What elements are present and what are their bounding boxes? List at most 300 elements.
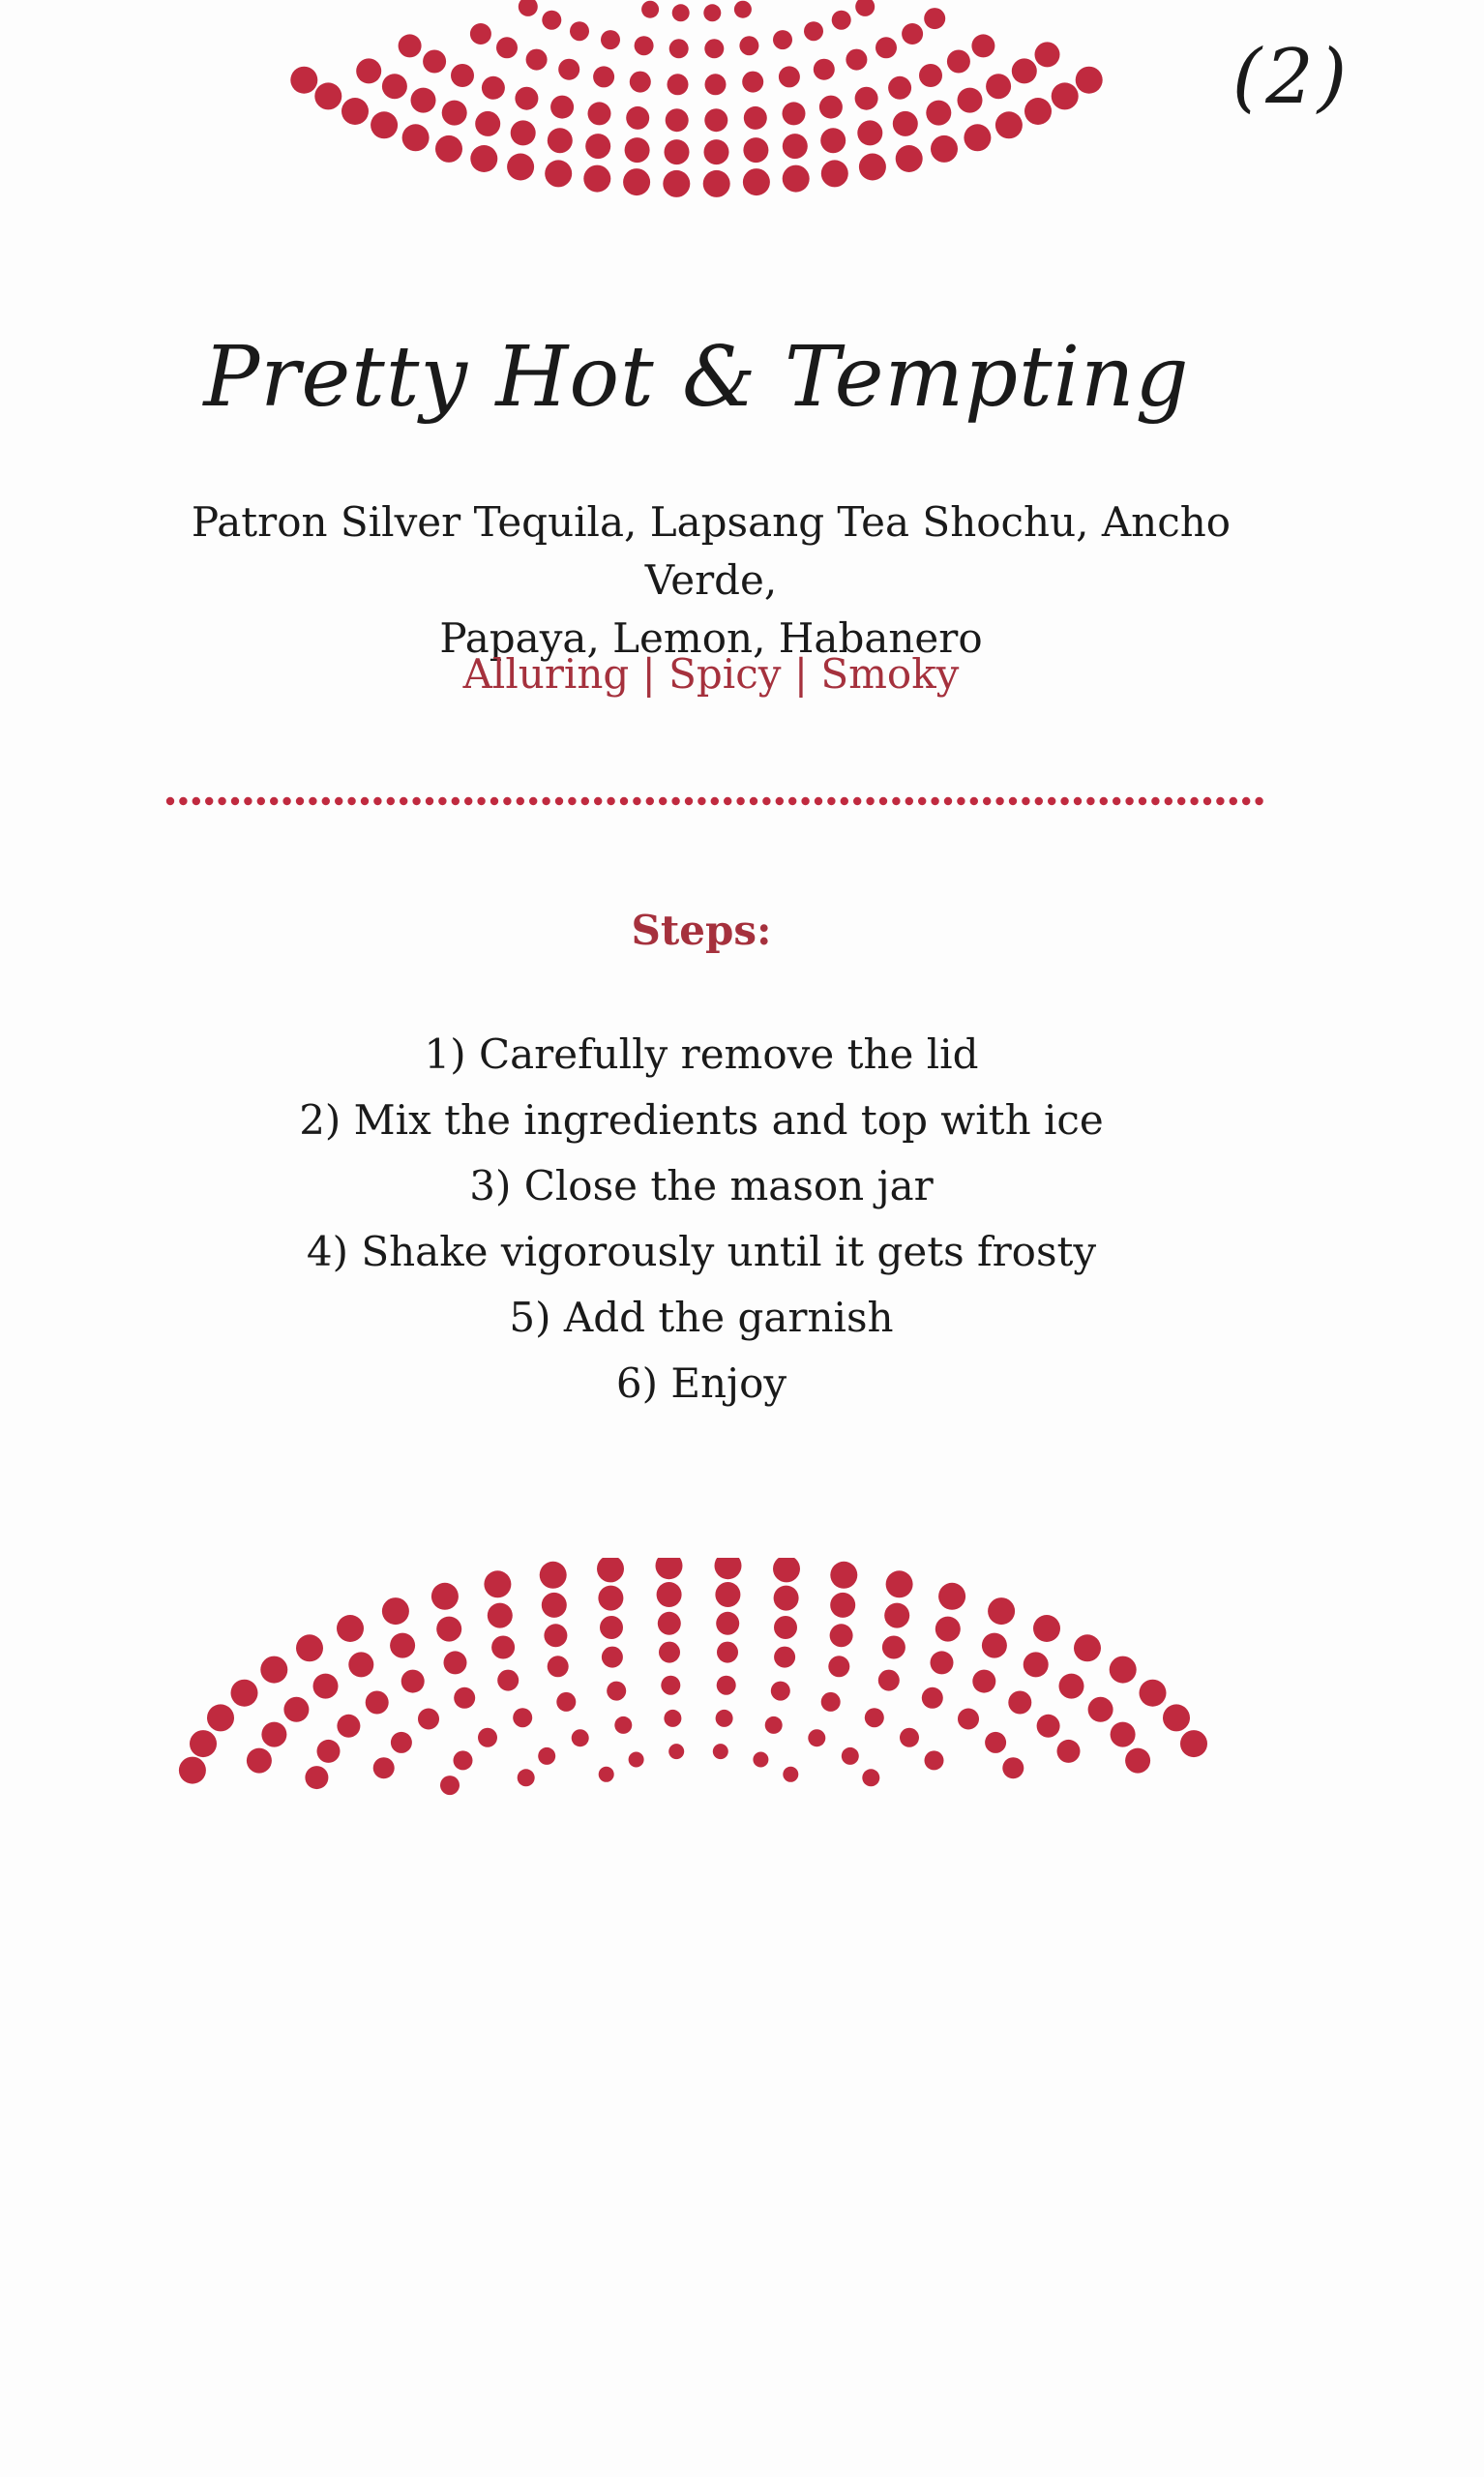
decorative-dot	[1002, 1757, 1024, 1778]
decorative-dot	[716, 1612, 739, 1635]
page-number: (2)	[1232, 34, 1351, 121]
decorative-dot	[542, 797, 549, 805]
decorative-dot	[361, 797, 369, 805]
decorative-dot	[1139, 797, 1146, 805]
decorative-dot	[830, 1624, 853, 1647]
decorative-dot	[659, 797, 667, 805]
decorative-dot	[896, 145, 923, 172]
decorative-dot	[218, 797, 225, 805]
decorative-dot	[703, 170, 730, 197]
decorative-dot	[1059, 1674, 1084, 1699]
decorative-dot	[1125, 797, 1133, 805]
decorative-dot	[853, 797, 861, 805]
step-item: 3) Close the mason jar	[469, 1162, 934, 1209]
decorative-dot	[607, 1682, 626, 1701]
decorative-dot	[771, 1682, 790, 1701]
decorative-dot	[511, 120, 536, 145]
decorative-dot	[542, 11, 561, 30]
decorative-dot	[373, 797, 381, 805]
decorative-dot	[668, 74, 689, 95]
decorative-dot	[886, 1570, 913, 1597]
decorative-dot	[783, 134, 808, 159]
bottom-dot-pattern	[0, 1558, 1484, 1809]
decorative-dot	[841, 797, 848, 805]
decorative-dot	[931, 1651, 954, 1674]
decorative-dot	[602, 1647, 623, 1668]
decorative-dot	[382, 74, 407, 99]
decorative-dot	[742, 72, 763, 93]
decorative-dot	[545, 160, 572, 187]
decorative-dot	[830, 1562, 857, 1589]
decorative-dot	[593, 66, 614, 87]
decorative-dot	[478, 1728, 497, 1747]
decorative-dot	[313, 1674, 339, 1699]
decorative-dot	[1052, 82, 1079, 109]
decorative-dot	[513, 1708, 532, 1727]
decorative-dot	[736, 797, 744, 805]
decorative-dot	[1088, 1697, 1113, 1722]
decorative-dot	[1203, 797, 1211, 805]
decorative-dot	[550, 96, 574, 119]
decorative-dot	[390, 1633, 415, 1658]
decorative-dot	[442, 101, 467, 126]
decorative-dot	[179, 1757, 206, 1784]
decorative-dot	[247, 1748, 272, 1774]
decorative-dot	[373, 1757, 395, 1778]
decorative-dot	[773, 30, 792, 49]
decorative-dot	[600, 1616, 623, 1639]
decorative-dot	[919, 64, 942, 87]
decorative-dot	[518, 1769, 535, 1786]
decorative-dot	[519, 0, 538, 16]
decorative-dot	[716, 1710, 733, 1727]
decorative-dot	[400, 797, 407, 805]
decorative-dot	[671, 797, 679, 805]
decorative-dot	[1086, 797, 1094, 805]
decorative-dot	[503, 797, 511, 805]
decorative-dot	[922, 1687, 943, 1709]
decorative-dot	[776, 797, 784, 805]
step-item: 1) Carefully remove the lid	[424, 1030, 979, 1078]
decorative-dot	[470, 145, 497, 172]
decorative-dot	[635, 36, 654, 55]
decorative-dot	[995, 111, 1023, 138]
decorative-dot	[542, 1593, 567, 1618]
decorative-dot	[972, 1670, 995, 1693]
decorative-dot	[830, 1593, 855, 1618]
decorative-dot	[944, 797, 952, 805]
decorative-dot	[190, 1730, 217, 1757]
decorative-dot	[855, 0, 875, 16]
decorative-dot	[454, 1687, 475, 1709]
decorative-dot	[572, 1729, 589, 1746]
decorative-dot	[526, 49, 548, 71]
decorative-dot	[623, 168, 650, 195]
decorative-dot	[296, 797, 304, 805]
decorative-dot	[438, 797, 446, 805]
decorative-dot	[717, 1642, 738, 1663]
decorative-dot	[179, 797, 187, 805]
decorative-dot	[926, 101, 951, 126]
decorative-dot	[958, 88, 983, 113]
decorative-dot	[879, 797, 887, 805]
decorative-dot	[971, 34, 994, 57]
decorative-dot	[846, 49, 867, 71]
decorative-dot	[1216, 797, 1224, 805]
decorative-dot	[261, 1722, 286, 1747]
dotted-divider	[164, 793, 1267, 809]
decorative-dot	[659, 1642, 680, 1663]
decorative-dot	[1165, 797, 1172, 805]
decorative-dot	[1255, 797, 1262, 805]
decorative-dot	[581, 797, 589, 805]
decorative-dot	[529, 797, 537, 805]
decorative-dot	[983, 797, 991, 805]
decorative-dot	[270, 797, 278, 805]
decorative-dot	[402, 124, 430, 151]
decorative-dot	[855, 87, 878, 110]
decorative-dot	[884, 1603, 909, 1628]
decorative-dot	[1009, 797, 1017, 805]
decorative-dot	[335, 797, 342, 805]
decorative-dot	[783, 102, 806, 125]
decorative-dot	[866, 797, 874, 805]
decorative-dot	[626, 106, 649, 130]
decorative-dot	[231, 797, 239, 805]
decorative-dot	[704, 139, 729, 164]
decorative-dot	[935, 1617, 961, 1642]
decorative-dot	[1110, 1656, 1137, 1684]
step-item: 4) Shake vigorously until it gets frosty	[306, 1228, 1097, 1275]
decorative-dot	[931, 135, 958, 163]
decorative-dot	[862, 1769, 879, 1786]
decorative-dot	[598, 1586, 623, 1611]
decorative-dot	[970, 797, 978, 805]
decorative-dot	[857, 120, 882, 145]
decorative-dot	[958, 1709, 979, 1730]
decorative-dot	[570, 21, 589, 41]
decorative-dot	[436, 1617, 461, 1642]
decorative-dot	[451, 64, 474, 87]
decorative-dot	[865, 1708, 884, 1727]
decorative-dot	[341, 98, 369, 125]
decorative-dot	[309, 797, 316, 805]
decorative-dot	[366, 1691, 389, 1715]
decorative-dot	[491, 1636, 515, 1659]
decorative-dot	[931, 797, 938, 805]
decorative-dot	[337, 1615, 364, 1642]
decorative-dot	[859, 154, 886, 181]
decorative-dot	[947, 50, 970, 74]
step-item: 5) Add the garnish	[509, 1294, 894, 1341]
decorative-dot	[464, 797, 472, 805]
decorative-dot	[599, 1767, 614, 1782]
decorative-dot	[435, 135, 462, 163]
decorative-dot	[1100, 797, 1108, 805]
decorative-dot	[1180, 1730, 1207, 1757]
decorative-dot	[1111, 1722, 1136, 1747]
decorative-dot	[399, 34, 422, 57]
decorative-dot	[482, 76, 505, 100]
decorative-dot	[641, 1, 659, 18]
decorative-dot	[1076, 67, 1103, 94]
decorative-dot	[166, 797, 174, 805]
decorative-dot	[985, 1732, 1006, 1753]
decorative-dot	[878, 1670, 900, 1691]
decorative-dot	[296, 1634, 323, 1661]
decorative-dot	[964, 124, 991, 151]
decorative-dot	[423, 50, 446, 74]
decorative-dot	[685, 797, 693, 805]
decorative-dot	[821, 1692, 841, 1712]
decorative-dot	[540, 1562, 567, 1589]
decorative-dot	[548, 1656, 569, 1677]
decorative-dot	[585, 134, 610, 159]
decorative-dot	[666, 108, 689, 132]
decorative-dot	[382, 1597, 409, 1625]
decorative-dot	[633, 797, 640, 805]
decorative-dot	[900, 1728, 919, 1747]
decorative-dot	[601, 30, 620, 49]
decorative-dot	[387, 797, 395, 805]
decorative-dot	[411, 88, 436, 113]
decorative-dot	[515, 87, 538, 110]
decorative-dot	[827, 797, 835, 805]
decorative-dot	[454, 1750, 473, 1770]
decorative-dot	[646, 797, 654, 805]
decorative-dot	[1057, 1740, 1081, 1763]
step-item: 2) Mix the ingredients and top with ice	[299, 1096, 1104, 1144]
decorative-dot	[801, 797, 809, 805]
steps-heading: Steps:	[631, 907, 772, 954]
decorative-dot	[470, 23, 491, 45]
decorative-dot	[774, 1586, 799, 1611]
decorative-dot	[1125, 1748, 1150, 1774]
decorative-dot	[1033, 1615, 1060, 1642]
decorative-dot	[594, 797, 602, 805]
decorative-dot	[452, 797, 460, 805]
decorative-dot	[783, 165, 810, 193]
decorative-dot	[743, 168, 770, 195]
decorative-dot	[703, 4, 721, 21]
decorative-dot	[322, 797, 330, 805]
decorative-dot	[431, 1583, 459, 1610]
decorative-dot	[750, 797, 757, 805]
decorative-dot	[193, 797, 200, 805]
decorative-dot	[488, 1603, 513, 1628]
decorative-dot	[620, 797, 628, 805]
steps-list	[135, 1022, 1267, 1417]
decorative-dot	[669, 39, 689, 58]
decorative-dot	[773, 1558, 800, 1582]
decorative-dot	[882, 1636, 905, 1659]
decorative-dot	[1113, 797, 1120, 805]
decorative-dot	[440, 1776, 460, 1795]
decorative-dot	[347, 797, 355, 805]
decorative-dot	[656, 1558, 683, 1579]
decorative-dot	[957, 797, 965, 805]
decorative-dot	[568, 797, 576, 805]
decorative-dot	[484, 1570, 511, 1597]
ingredients-line-2: Papaya, Lemon, Habanero	[439, 614, 983, 662]
decorative-dot	[1012, 58, 1037, 83]
decorative-dot	[774, 1616, 797, 1639]
decorative-dot	[821, 160, 848, 187]
decorative-dot	[672, 4, 690, 21]
decorative-dot	[629, 1752, 644, 1768]
decorative-dot	[808, 1729, 825, 1746]
decorative-dot	[705, 74, 727, 95]
decorative-dot	[1008, 1691, 1031, 1715]
decorative-dot	[555, 797, 563, 805]
decorative-dot	[832, 11, 851, 30]
decorative-dot	[283, 1697, 309, 1722]
decorative-dot	[418, 1709, 439, 1730]
decorative-dot	[282, 797, 290, 805]
decorative-dot	[544, 1624, 567, 1647]
decorative-dot	[715, 1582, 740, 1607]
decorative-dot	[902, 23, 923, 45]
ingredients-line-1: Patron Silver Tequila, Lapsang Tea Shochu, Ancho Verde,	[191, 498, 1232, 604]
decorative-dot	[1190, 797, 1198, 805]
decorative-dot	[762, 797, 770, 805]
decorative-dot	[704, 39, 724, 58]
decorative-dot	[804, 21, 823, 41]
decorative-dot	[876, 37, 897, 58]
decorative-dot	[337, 1715, 360, 1738]
ingredients-list	[135, 493, 1287, 668]
decorative-dot	[717, 1676, 736, 1695]
decorative-dot	[788, 797, 796, 805]
decorative-dot	[1140, 1680, 1167, 1707]
decorative-dot	[597, 1558, 624, 1582]
decorative-dot	[244, 797, 252, 805]
decorative-dot	[668, 1744, 684, 1759]
decorative-dot	[426, 797, 433, 805]
decorative-dot	[444, 1651, 467, 1674]
decorative-dot	[290, 67, 317, 94]
decorative-dot	[317, 1740, 341, 1763]
decorative-dot	[986, 74, 1011, 99]
decorative-dot	[1163, 1704, 1190, 1731]
decorative-dot	[625, 137, 650, 163]
decorative-dot	[1048, 797, 1055, 805]
decorative-dot	[665, 139, 690, 164]
decorative-dot	[704, 108, 727, 132]
bottom-dot-arc-graphic	[0, 1558, 1484, 1809]
decorative-dot	[663, 170, 690, 197]
decorative-dot	[842, 1747, 859, 1765]
decorative-dot	[814, 59, 835, 80]
decorative-dot	[1242, 797, 1250, 805]
decorative-dot	[1230, 797, 1237, 805]
decorative-dot	[507, 154, 534, 181]
decorative-dot	[1151, 797, 1159, 805]
decorative-dot	[207, 1704, 234, 1731]
decorative-dot	[412, 797, 420, 805]
decorative-dot	[658, 1612, 681, 1635]
decorative-dot	[583, 165, 610, 193]
decorative-dot	[305, 1766, 328, 1789]
decorative-dot	[1037, 1715, 1060, 1738]
decorative-dot	[982, 1633, 1007, 1658]
decorative-dot	[1177, 797, 1185, 805]
decorative-dot	[401, 1670, 425, 1693]
decorative-dot	[257, 797, 265, 805]
decorative-dot	[496, 37, 518, 58]
decorative-dot	[1022, 797, 1029, 805]
decorative-dot	[697, 797, 705, 805]
decorative-dot	[1060, 797, 1068, 805]
decorative-dot	[888, 76, 911, 100]
step-item: 6) Enjoy	[615, 1359, 787, 1407]
decorative-dot	[1074, 797, 1082, 805]
decorative-dot	[490, 797, 498, 805]
decorative-dot	[630, 72, 651, 93]
decorative-dot	[925, 1750, 944, 1770]
decorative-dot	[713, 1744, 728, 1759]
decorative-dot	[893, 111, 918, 136]
decorative-dot	[1024, 98, 1052, 125]
decorative-dot	[1024, 1652, 1049, 1677]
decorative-dot	[753, 1752, 768, 1768]
recipe-title: Pretty Hot & Tempting	[203, 329, 1190, 426]
decorative-dot	[614, 1716, 632, 1734]
decorative-dot	[664, 1710, 681, 1727]
decorative-dot	[734, 1, 752, 18]
decorative-dot	[517, 797, 524, 805]
decorative-dot	[815, 797, 822, 805]
decorative-dot	[924, 8, 945, 29]
decorative-dot	[661, 1676, 680, 1695]
decorative-dot	[892, 797, 900, 805]
decorative-dot	[588, 102, 611, 125]
decorative-dot	[828, 1656, 849, 1677]
decorative-dot	[548, 128, 573, 153]
decorative-dot	[715, 1558, 742, 1579]
decorative-dot	[988, 1597, 1015, 1625]
decorative-dot	[938, 1583, 965, 1610]
decorative-dot	[205, 797, 213, 805]
decorative-dot	[1035, 797, 1043, 805]
decorative-dot	[231, 1680, 258, 1707]
decorative-dot	[739, 36, 758, 55]
decorative-dot	[995, 797, 1003, 805]
decorative-dot	[477, 797, 485, 805]
decorative-dot	[391, 1732, 412, 1753]
decorative-dot	[918, 797, 926, 805]
tasting-notes: Alluring | Spicy | Smoky	[462, 650, 960, 698]
decorative-dot	[371, 111, 398, 138]
decorative-dot	[348, 1652, 373, 1677]
decorative-dot	[1035, 42, 1060, 67]
decorative-dot	[820, 128, 846, 153]
decorative-dot	[356, 58, 381, 83]
decorative-dot	[497, 1670, 519, 1691]
decorative-dot	[260, 1656, 287, 1684]
decorative-dot	[657, 1582, 682, 1607]
decorative-dot	[711, 797, 719, 805]
decorative-dot	[905, 797, 913, 805]
decorative-dot	[607, 797, 614, 805]
decorative-dot	[783, 1767, 798, 1782]
decorative-dot	[1074, 1634, 1101, 1661]
decorative-dot	[744, 106, 767, 130]
decorative-dot	[558, 59, 579, 80]
decorative-dot	[314, 82, 341, 109]
decorative-dot	[538, 1747, 555, 1765]
decorative-dot	[765, 1716, 783, 1734]
